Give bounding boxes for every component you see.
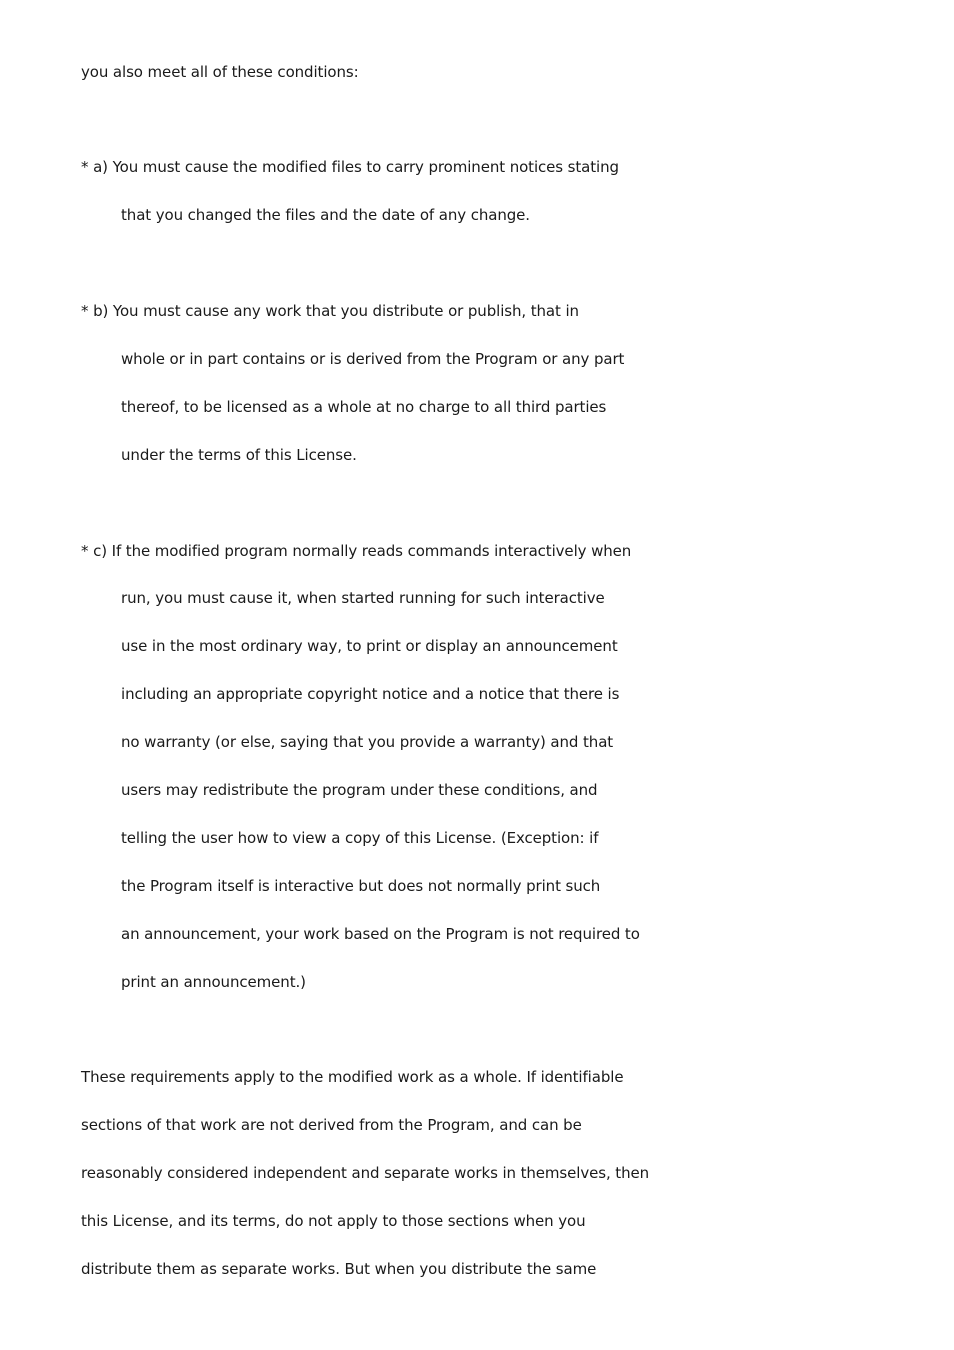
item-a-line-1: * a) You must cause the modified files to carry prominent notices stating [81, 158, 619, 176]
item-b-line-3: thereof, to be licensed as a whole at no charge to all third parties [121, 398, 607, 416]
closing-line-4: this License, and its terms, do not apply to those sections when you [81, 1212, 586, 1230]
closing-line-3: reasonably considered independent and separate works in themselves, then [81, 1164, 650, 1182]
item-c-line-10: print an announcement.) [121, 973, 306, 991]
item-c-line-5: no warranty (or else, saying that you provide a warranty) and that [121, 733, 614, 751]
item-c-line-8: the Program itself is interactive but does not normally print such [121, 877, 601, 895]
item-b-line-4: under the terms of this License. [121, 446, 357, 464]
item-c-line-3: use in the most ordinary way, to print or display an announcement [121, 637, 618, 655]
item-c-line-4: including an appropriate copyright notice and a notice that there is [121, 685, 620, 703]
item-c-line-2: run, you must cause it, when started running for such interactive [121, 589, 605, 607]
item-c-line-7: telling the user how to view a copy of this License. (Exception: if [121, 829, 599, 847]
item-c-line-9: an announcement, your work based on the Program is not required to [121, 925, 640, 943]
closing-line-5: distribute them as separate works. But when you distribute the same [81, 1260, 597, 1278]
item-b-line-1: * b) You must cause any work that you distribute or publish, that in [81, 302, 579, 320]
closing-line-2: sections of that work are not derived from the Program, and can be [81, 1116, 582, 1134]
item-c-line-1: * c) If the modified program normally reads commands interactively when [81, 542, 632, 560]
item-a-line-2: that you changed the files and the date of any change. [121, 206, 530, 224]
item-b-line-2: whole or in part contains or is derived from the Program or any part [121, 350, 625, 368]
item-c-line-6: users may redistribute the program under these conditions, and [121, 781, 598, 799]
closing-line-1: These requirements apply to the modified work as a whole. If identifiable [81, 1068, 624, 1086]
intro-line: you also meet all of these conditions: [81, 63, 359, 81]
